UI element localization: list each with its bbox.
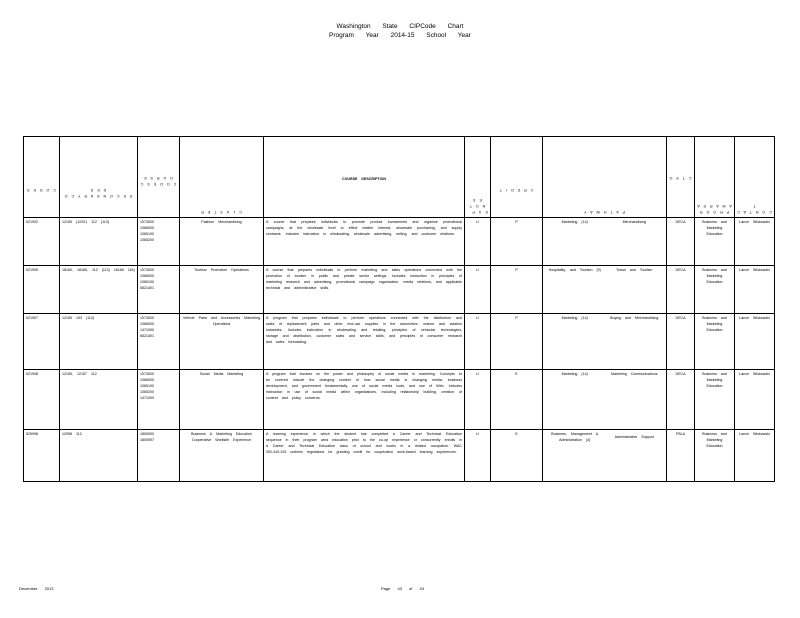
course-codes-cell bbox=[138, 314, 180, 370]
pathway: Administrative Support bbox=[614, 435, 654, 439]
cluster-cell bbox=[543, 314, 667, 370]
program-area-cell: Business and Marketing Education bbox=[695, 314, 735, 370]
ctso-cell: DECA bbox=[667, 266, 695, 314]
table-header bbox=[24, 137, 775, 218]
header-label: E X P . N O T E S bbox=[467, 198, 488, 214]
table-row bbox=[24, 370, 775, 430]
header-cell bbox=[543, 137, 667, 218]
ctso-cell: DECA bbox=[667, 218, 695, 266]
document-title bbox=[0, 22, 800, 40]
pathway: Travel and Tourism bbox=[616, 268, 653, 272]
header-label: C O N T A C T bbox=[737, 204, 772, 214]
cluster-cell bbox=[543, 218, 667, 266]
course-code: 1471000 bbox=[140, 328, 154, 332]
career-cluster: Marketing (14) bbox=[561, 220, 588, 224]
contact-cell: Lance Wiskowski bbox=[735, 430, 775, 482]
header-label: C R E D I T bbox=[499, 188, 534, 192]
contact-cell: Lance Wiskowski bbox=[735, 370, 775, 430]
ctso-cell: DECA bbox=[667, 314, 695, 370]
course-description-cell: A program that prepares individuals to perform operations connected with the distribution and sales of replacement parts and other end-use supplies in the automotive, marine and aviation industries. Includes instruction in wholesaling and retailing, principles of vehicular technologies, storage and distribution, customer sales and service skills, and principles of consumer research and sales forecasting. bbox=[264, 314, 465, 370]
course-title-cell: Vehicle Parts and Accessories Marketing Operations bbox=[180, 314, 264, 370]
career-cluster: Marketing (14) bbox=[561, 372, 588, 376]
secondary-codes-cell: 12155 103 (113) bbox=[60, 314, 138, 370]
course-description-cell: A course that prepares individuals to promote product investments and organize promotional campaigns, at the wholesale level to effect retailer interest, wholesale purchasing, and supply contracts. Includes instruction in wholesaling, wholesale advertising, selling, and customer relations. bbox=[264, 218, 465, 266]
secondary-codes-cell: 12155 (12201 112 (113) bbox=[60, 218, 138, 266]
header-label: C L U S T E R bbox=[201, 210, 242, 214]
course-code: 1073000 bbox=[140, 220, 154, 224]
header-cell bbox=[695, 137, 735, 218]
course-codes-cell bbox=[138, 218, 180, 266]
course-code: 1800097 bbox=[140, 438, 154, 442]
header-label: P A T H W A Y bbox=[584, 210, 625, 214]
header-cell bbox=[735, 137, 775, 218]
header-label: COURSE DESCRIPTION bbox=[342, 177, 386, 181]
header-cell bbox=[180, 137, 264, 218]
ctso-cell: DECA bbox=[667, 370, 695, 430]
pathway: Marketing Communications bbox=[610, 372, 658, 376]
footer-year: 2013 bbox=[44, 586, 54, 591]
footer-page-label: Page bbox=[381, 586, 391, 591]
course-code: 1065200 bbox=[140, 390, 154, 394]
course-description-cell: A program that focuses on the power and philosophy of social media in marketing. Concepts to be covered include the changing context of how social media is changing media, business development, and government fundamentally, use of social media tools, and use of Web. Includes instruction in use of social media within organizations, including relationship building, creation of content and policy concerns. bbox=[264, 370, 465, 430]
header-cell bbox=[491, 137, 543, 218]
contact-cell: Lance Wiskowski bbox=[735, 314, 775, 370]
cluster-cell bbox=[543, 430, 667, 482]
table-body bbox=[24, 218, 775, 482]
secondary-codes-cell: 18160, 18165, 112 (113) 18165 116) bbox=[60, 266, 138, 314]
course-code: 1065000 bbox=[140, 226, 154, 230]
header-label: S E C O N D A R Y C O D E S bbox=[64, 188, 133, 198]
cip-code-cell: 521905 bbox=[24, 266, 60, 314]
course-code: 1471000 bbox=[140, 396, 154, 400]
header-cell bbox=[667, 137, 695, 218]
course-code: 1073000 bbox=[140, 316, 154, 320]
secondary-codes-cell: 12155, 12157 112 bbox=[60, 370, 138, 430]
career-cluster: Hospitality, and Tourism (9) bbox=[548, 268, 601, 272]
course-code: 1065000 bbox=[140, 322, 154, 326]
course-code: 6521401 bbox=[140, 334, 154, 338]
credit-cell: P bbox=[491, 218, 543, 266]
exp-notes-cell: U bbox=[465, 370, 491, 430]
footer-date bbox=[19, 586, 53, 591]
course-code: 1800000 bbox=[140, 432, 154, 436]
footer-of-label: of bbox=[409, 586, 413, 591]
secondary-codes-cell: 12998 112 bbox=[60, 430, 138, 482]
course-code: 1065000 bbox=[140, 378, 154, 382]
header-label: C O D E S C O U R S E bbox=[140, 176, 177, 186]
course-title-cell: Tourism Promotion Operations bbox=[180, 266, 264, 314]
header-cell bbox=[138, 137, 180, 218]
exp-notes-cell: U bbox=[465, 266, 491, 314]
footer-page bbox=[381, 586, 424, 591]
header-cell bbox=[24, 137, 60, 218]
course-description-cell: A course that prepares individuals to perform marketing and sales operations connected with the promotion of tourism in public and private sector settings. Includes instruction in principles of marketing research and advertising, promotional campaign organization, media relations, and applicable technical and administrative skills. bbox=[264, 266, 465, 314]
table-row bbox=[24, 314, 775, 370]
cip-code-table bbox=[23, 136, 775, 482]
pathway: Merchandising bbox=[622, 220, 646, 224]
exp-notes-cell: U bbox=[465, 314, 491, 370]
header-label: C T S O bbox=[669, 176, 692, 180]
table-row bbox=[24, 218, 775, 266]
exp-notes-cell: U bbox=[465, 430, 491, 482]
cip-code-cell: 521907 bbox=[24, 314, 60, 370]
credit-cell: P bbox=[491, 314, 543, 370]
course-code: 1065100 bbox=[140, 384, 154, 388]
pathway: Buying and Merchandising bbox=[610, 316, 659, 320]
footer-page-total: 43 bbox=[419, 586, 424, 591]
cip-code-cell: 521908 bbox=[24, 370, 60, 430]
course-code: 1065100 bbox=[140, 232, 154, 236]
credit-cell: E bbox=[491, 370, 543, 430]
contact-cell: Lance Wiskowski bbox=[735, 266, 775, 314]
course-title-cell: Social Media Marketing bbox=[180, 370, 264, 430]
course-code: 6521401 bbox=[140, 286, 154, 290]
ctso-cell: FBLA bbox=[667, 430, 695, 482]
contact-cell: Lance Wiskowski bbox=[735, 218, 775, 266]
course-description-cell: A learning experience in which the student has completed a Career and Technical Education sequence in their program area education prior to the co-op experience or concurrently enrolls in a Career and Technical Education class of school and works in a related occupation. WAC 392-410-315 outlines regulations for granting credit for cooperative work-based learning experiences. bbox=[264, 430, 465, 482]
header-label: C O D E S bbox=[27, 188, 56, 192]
course-code: 1065200 bbox=[140, 238, 154, 242]
course-codes-cell bbox=[138, 430, 180, 482]
header-label: P R O G R A M A R E A bbox=[697, 204, 732, 214]
footer-month: December bbox=[19, 586, 38, 591]
program-area-cell: Business and Marketing Education bbox=[695, 218, 735, 266]
credit-cell: P bbox=[491, 266, 543, 314]
program-area-cell: Business and Marketing Education bbox=[695, 370, 735, 430]
cluster-cell bbox=[543, 266, 667, 314]
program-area-cell: Business and Marketing Education bbox=[695, 266, 735, 314]
course-codes-cell bbox=[138, 266, 180, 314]
footer-page-number: 43 bbox=[397, 586, 402, 591]
cluster-cell bbox=[543, 370, 667, 430]
credit-cell: E bbox=[491, 430, 543, 482]
course-code: 1073000 bbox=[140, 268, 154, 272]
table-row bbox=[24, 430, 775, 482]
career-cluster: Business, Management & Administration (4) bbox=[551, 432, 599, 442]
exp-notes-cell: U bbox=[465, 218, 491, 266]
program-area-cell: Business and Marketing Education bbox=[695, 430, 735, 482]
title-line-2: Program Year 2014-15 School Year bbox=[329, 32, 471, 39]
course-code: 1065100 bbox=[140, 280, 154, 284]
course-code: 1065000 bbox=[140, 274, 154, 278]
course-title-cell: Business & Marketing Education Cooperative Worksite Experience bbox=[180, 430, 264, 482]
course-code: 1073000 bbox=[140, 372, 154, 376]
career-cluster: Marketing (14) bbox=[561, 316, 588, 320]
title-line-1: Washington State CIPCode Chart bbox=[336, 23, 464, 30]
course-codes-cell bbox=[138, 370, 180, 430]
course-title-cell: Fashion Merchandising bbox=[180, 218, 264, 266]
header-cell bbox=[60, 137, 138, 218]
header-cell bbox=[465, 137, 491, 218]
header-row bbox=[24, 137, 775, 218]
header-cell bbox=[264, 137, 465, 218]
cip-code-cell: 529998 bbox=[24, 430, 60, 482]
table-row bbox=[24, 266, 775, 314]
cip-code-cell: 521902 bbox=[24, 218, 60, 266]
